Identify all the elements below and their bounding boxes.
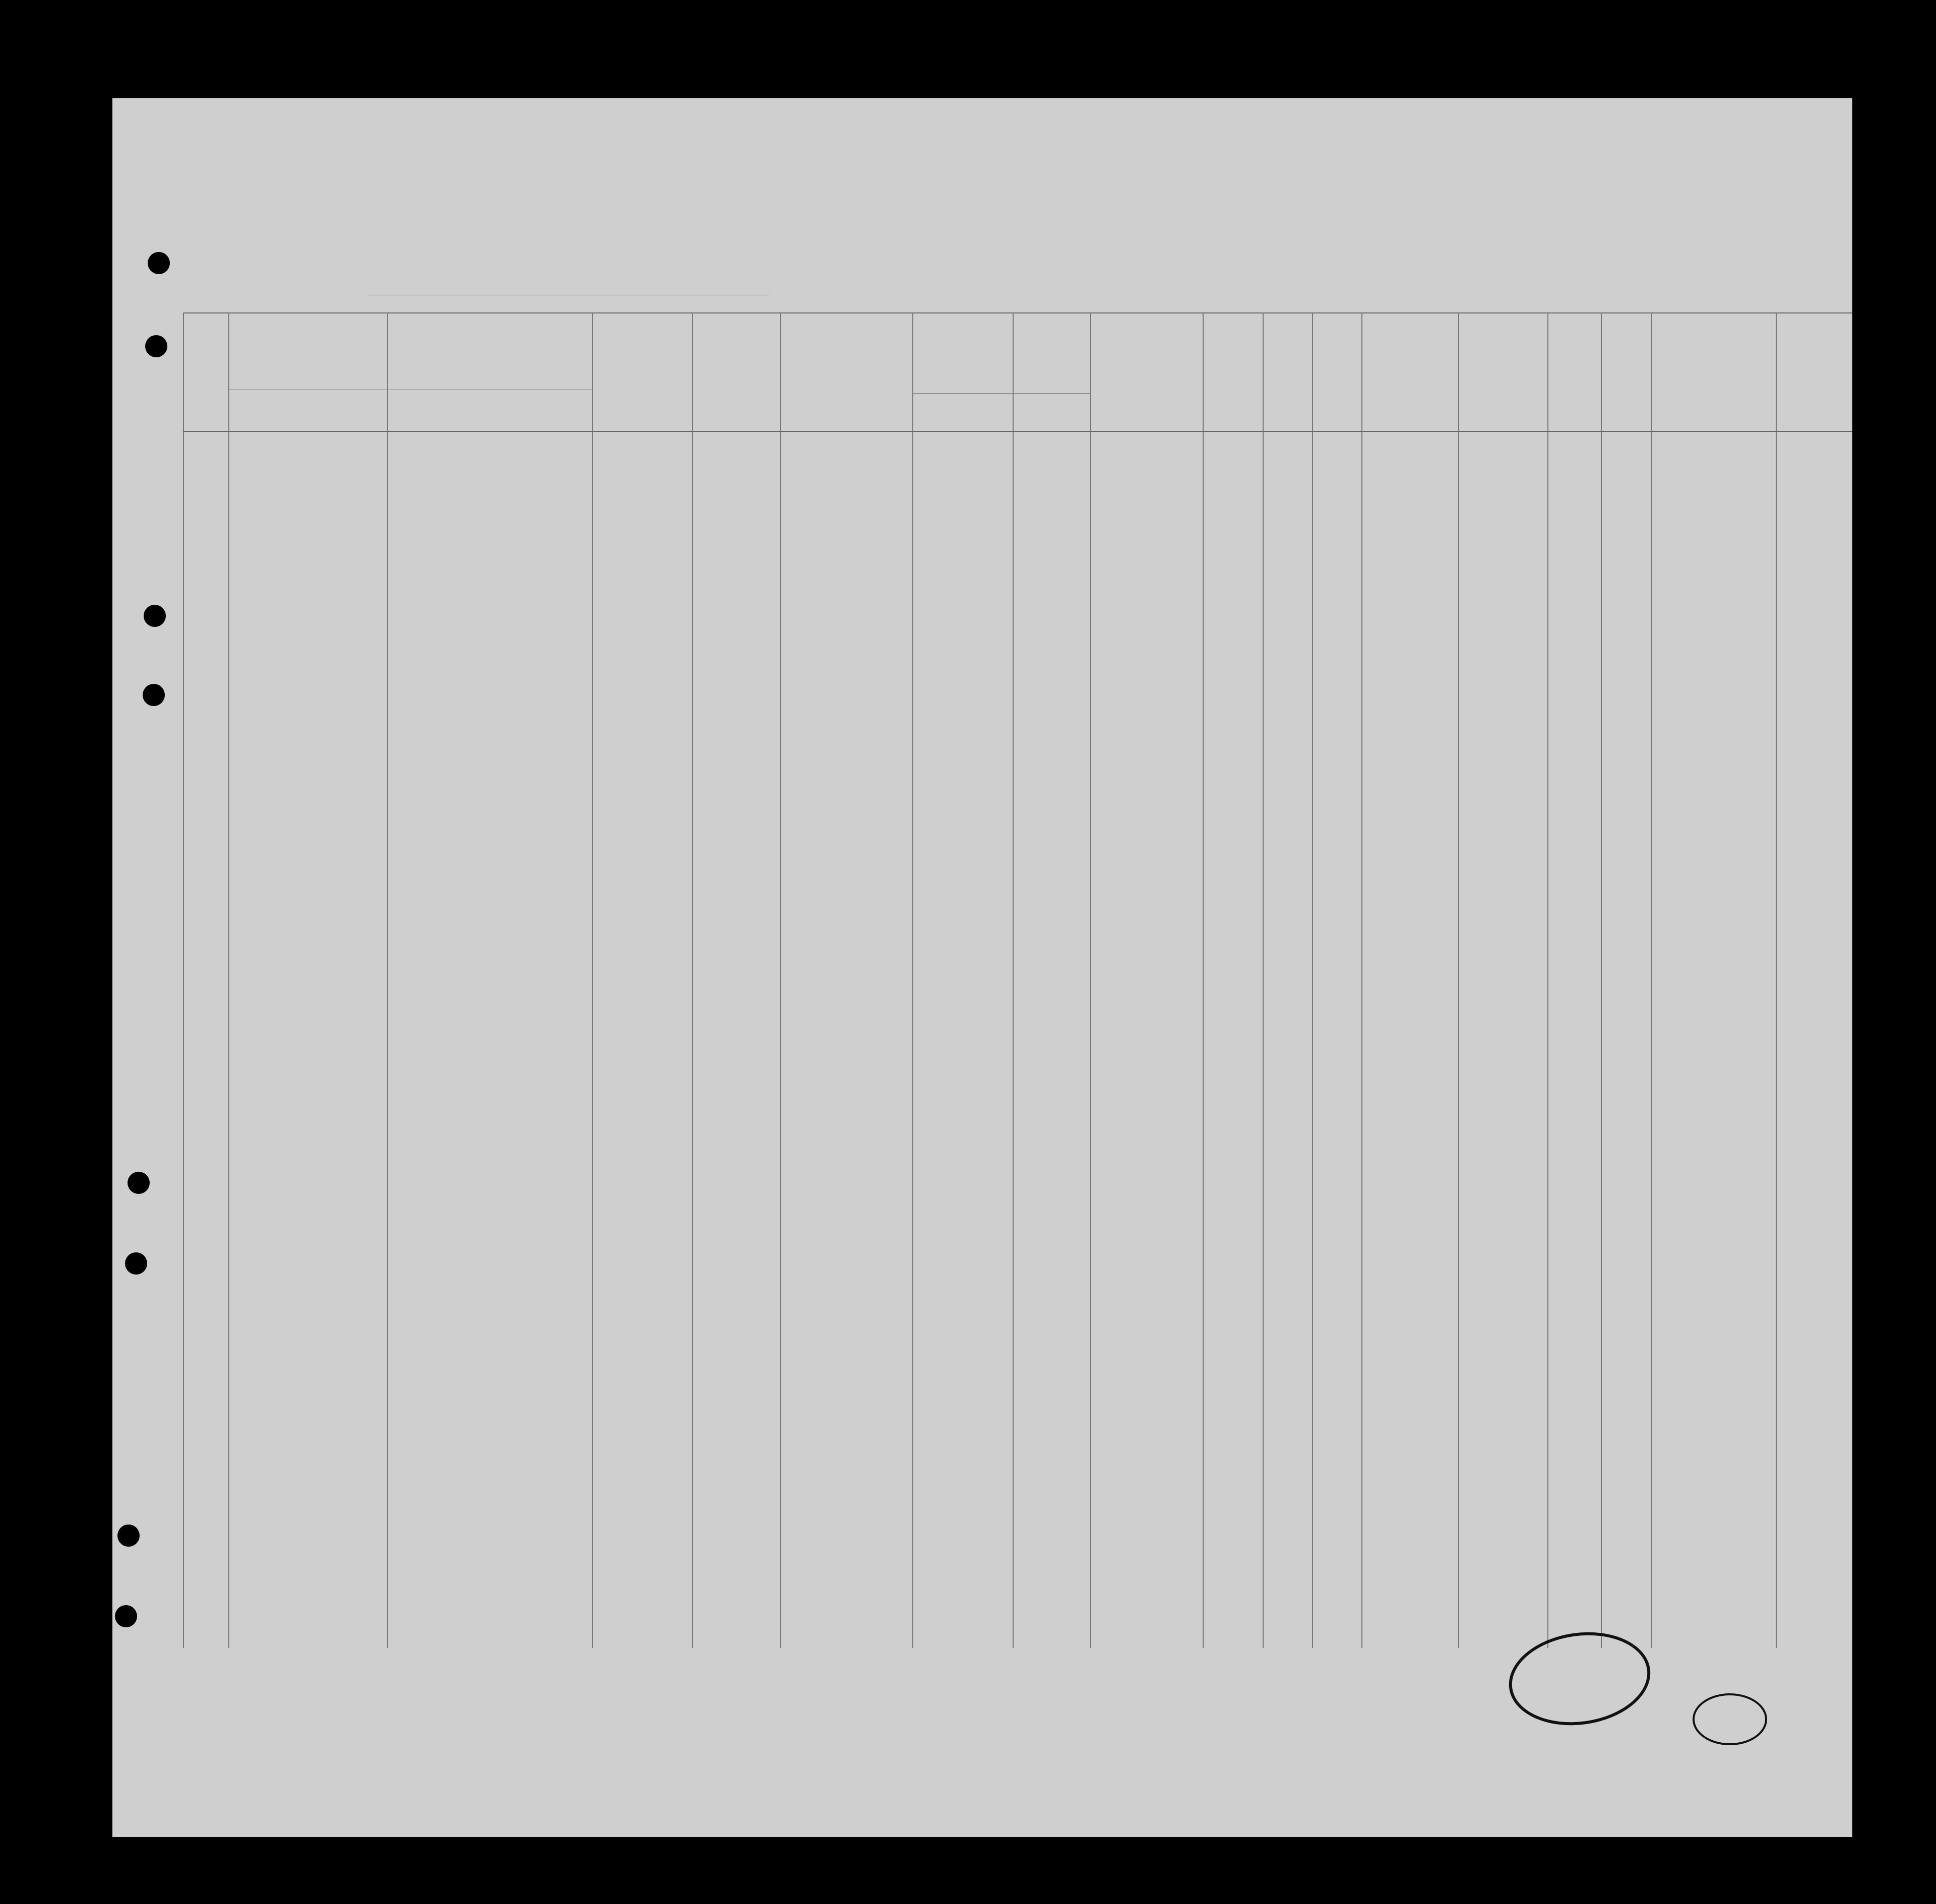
office-stamp: [1503, 1623, 1657, 1734]
punch-hole: [148, 252, 170, 274]
punch-hole: [125, 1252, 147, 1275]
punch-hole: [117, 1525, 140, 1547]
punch-hole: [143, 684, 165, 706]
stamp-bottom-text: [1514, 1683, 1649, 1702]
manifest-sheet: [112, 98, 1852, 1837]
punch-hole: [128, 1172, 150, 1194]
stamp-date: [1511, 1659, 1645, 1678]
punch-hole: [145, 335, 167, 357]
stamp-top-text: [1508, 1636, 1642, 1655]
circled-total: [1693, 1693, 1767, 1745]
punch-hole: [115, 1605, 137, 1627]
punch-hole: [144, 605, 166, 627]
